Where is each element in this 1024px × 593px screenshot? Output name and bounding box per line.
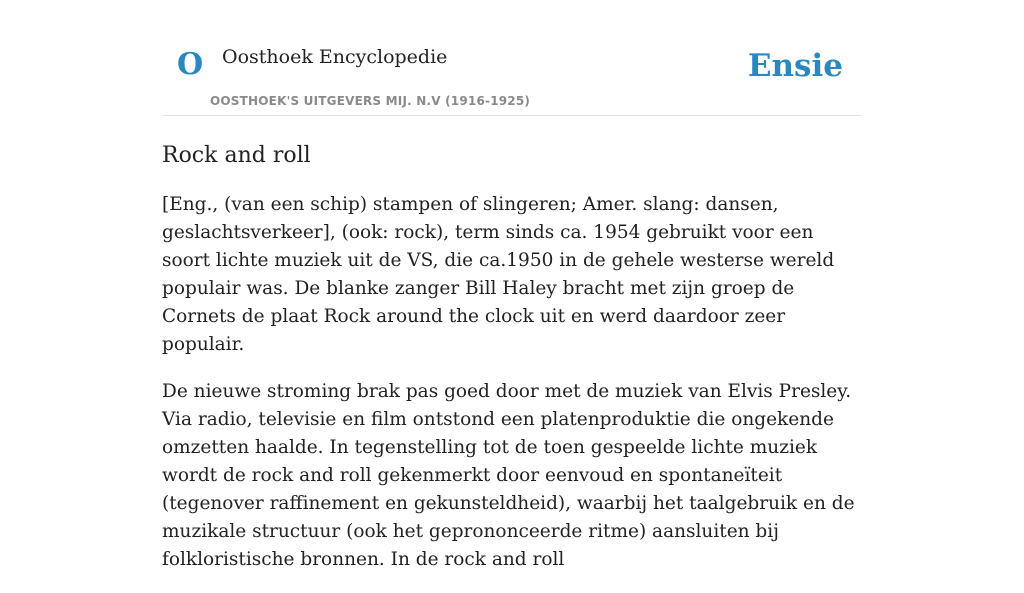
page-header	[162, 0, 862, 116]
content-container	[162, 0, 862, 593]
article-title: Rock and roll	[162, 143, 311, 168]
source-logo[interactable]: O	[177, 47, 204, 82]
source-title-link[interactable]: Oosthoek Encyclopedie	[222, 46, 448, 68]
article-body	[162, 191, 862, 574]
article-paragraph: [Eng., (van een schip) stampen of slingeren; Amer. slang: dansen, geslachtsverkeer], (ook: rock), term sinds ca. 1954 gebruikt voor een soort lichte muziek uit de VS, die ca.1950 in de gehele westerse wereld populair was. De blanke zanger Bill Haley bracht met zijn groep de Cornets de plaat Rock around the clock uit en werd daardoor zeer populair.	[162, 193, 835, 355]
article-paragraph: De nieuwe stroming brak pas goed door met de muziek van Elvis Presley. Via radio, televisie en film ontstond een platenproduktie die ongekende omzetten haalde. In tegenstelling tot de toen gespeelde lichte muziek wordt de rock and roll gekenmerkt door eenvoud en spontaneïteit (tegenover raffinement en gekunsteldheid), waarbij het taalgebruik en de muzikale structuur (ook het geprononceerde ritme) aansluiten bij folkloristische bronnen. In de rock and roll	[162, 380, 855, 570]
ensie-logo-link[interactable]: Ensie	[747, 48, 843, 84]
source-subtitle: OOSTHOEK'S UITGEVERS MIJ. N.V (1916-1925)	[210, 94, 531, 108]
